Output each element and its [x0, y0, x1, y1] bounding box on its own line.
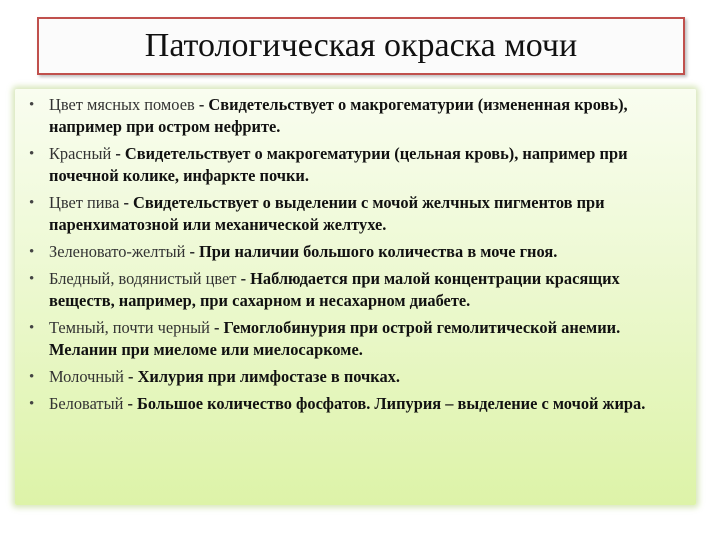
item-term: Зеленовато-желтый — [49, 242, 186, 261]
item-separator: - — [123, 367, 138, 386]
bullet-icon: • — [29, 396, 35, 412]
list-item — [15, 192, 696, 236]
item-separator: - — [111, 144, 125, 163]
item-separator: - — [185, 242, 200, 261]
bullet-icon: • — [29, 195, 35, 211]
list-item — [15, 268, 696, 312]
item-description: Большое количество фосфатов. Липурия – выделение с мочой жира. — [137, 394, 646, 413]
item-description: Свидетельствует о выделении с мочой желчных пигментов при паренхиматозной или механической желтухе. — [49, 193, 605, 234]
item-separator: - — [119, 193, 134, 212]
list-item — [15, 317, 696, 361]
item-separator: - — [123, 394, 138, 413]
content-box — [15, 89, 696, 505]
item-term: Беловатый — [49, 394, 124, 413]
slide-title: Патологическая окраска мочи — [144, 27, 578, 64]
item-separator: - — [236, 269, 251, 288]
item-description: Свидетельствует о макрогематурии (цельная кровь), например при почечной колике, инфаркте почки. — [49, 144, 628, 185]
item-term: Красный — [49, 144, 112, 163]
item-separator: - — [194, 95, 209, 114]
bullet-list — [15, 89, 696, 415]
list-item — [15, 94, 696, 138]
bullet-icon: • — [29, 369, 35, 385]
item-description: При наличии большого количества в моче гноя. — [199, 242, 558, 261]
bullet-icon: • — [29, 320, 35, 336]
item-description: Наблюдается при малой концентрации красящих веществ, например, при сахарном и несахарном диабете. — [49, 269, 620, 310]
item-term: Цвет пива — [49, 193, 120, 212]
bullet-icon: • — [29, 244, 35, 260]
bullet-icon: • — [29, 146, 35, 162]
item-term: Темный, почти черный — [49, 318, 210, 337]
bullet-icon: • — [29, 97, 35, 113]
list-item — [15, 393, 696, 415]
item-description: Гемоглобинурия при острой гемолитической анемии. Меланин при миеломе или миелосаркоме. — [49, 318, 621, 359]
item-description: Хилурия при лимфостазе в почках. — [137, 367, 400, 386]
bullet-icon: • — [29, 271, 35, 287]
item-separator: - — [209, 318, 224, 337]
item-term: Бледный, водянистый цвет — [49, 269, 237, 288]
list-item — [15, 143, 696, 187]
item-term: Цвет мясных помоев — [49, 95, 195, 114]
item-description: Свидетельствует о макрогематурии (измененная кровь), например при остром нефрите. — [49, 95, 628, 136]
list-item — [15, 241, 696, 263]
title-box — [37, 17, 685, 75]
item-term: Молочный — [49, 367, 124, 386]
list-item — [15, 366, 696, 388]
